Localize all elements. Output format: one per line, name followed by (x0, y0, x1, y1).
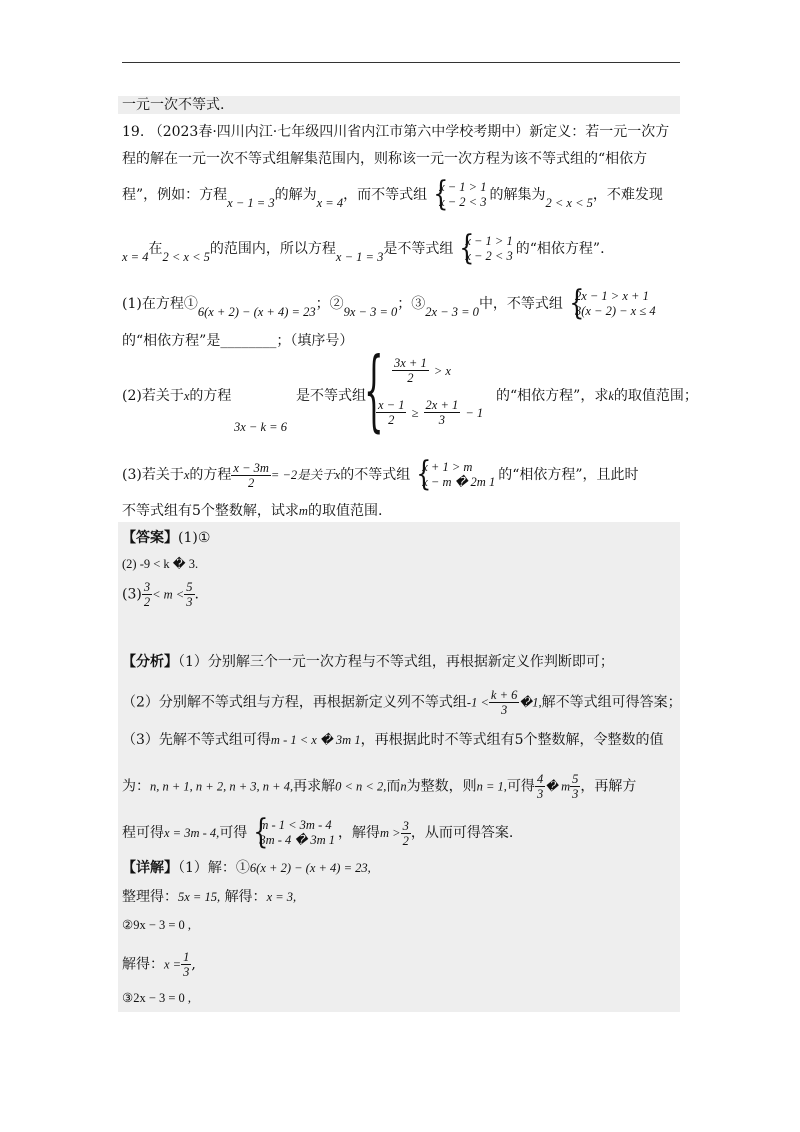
part-2-line: (2)若关于x的方程 (122, 388, 232, 404)
detail-line-3: ②9x − 3 = 0 , (122, 918, 192, 932)
part-2-row-2: $\frac{x - 1}{2}$ ≥ $\frac{2x + 1}{3}$ − 1 (378, 398, 484, 427)
q19-example-line-1: 程”，例如：方程x − 1 = 3的解为x = 4，而不等式组 { x − 1 > 1 x − 2 < 3 的解集为2 < x < 5，不难发现 (122, 174, 663, 214)
analysis-system: { m - 1 < 3m - 4 3m - 4 � 3m 1 (253, 812, 335, 852)
answer-3: (3) $\frac{3}{2}$ < m < $\frac{5}{3}$ . (122, 580, 199, 609)
part-2-system-label: 是不等式组 (296, 388, 366, 404)
answer-2: (2) -9 < k � 3. (122, 557, 199, 571)
detail-line-5: ③2x − 3 = 0 , (122, 991, 192, 1005)
part-3-line: (3)若关于x的方程 $\frac{x - 3m}{2}$ = −2是关于x的不等式组 { x + 1 > m x − m � 2m 1 的“相依方程”，且此时 (122, 454, 639, 494)
detail-line-2: 整理得：5x = 15, 解得：x = 3, (122, 889, 297, 905)
part-1-line: (1)在方程①6(x + 2) − (x + 4) = 23；②9x − 3 = 0；③2x − 3 = 0中，不等式组 { 2x − 1 > x + 1 3(x − 2) − x ≤ 4 (122, 283, 656, 323)
header-rule (122, 62, 680, 63)
analysis-line-3: （3）先解不等式组可得m - 1 < x � 3m 1，再根据此时不等式组有5个整数解，令整数的值 (122, 732, 664, 748)
part3-system: { x + 1 > m x − m � 2m 1 (416, 454, 496, 494)
analysis-line-5: 程可得x = 3m - 4,可得 { m - 1 < 3m - 4 3m - 4 � 3m 1 ，解得m > $\frac{3}{2}$ ，从而可得答案. (122, 812, 514, 852)
part1-system: { 2x − 1 > x + 1 3(x − 2) − x ≤ 4 (569, 283, 656, 323)
part-2-row-1: $\frac{3x + 1}{2}$ > x (394, 356, 451, 385)
q19-example-line-2: x = 4在2 < x < 5的范围内，所以方程x − 1 = 3是不等式组 { x − 1 > 1 x − 2 < 3 的“相依方程”. (122, 228, 605, 268)
solution-shaded-area (118, 522, 680, 1012)
analysis-line-2: （2）分别解不等式组与方程，再根据新定义列不等式组-1 < $\frac{k + 6}{3}$ �1,解不等式组可得答案； (122, 688, 682, 717)
answer-line: 【答案】(1)① (122, 530, 211, 546)
analysis-line-4: 为：n, n + 1, n + 2, n + 3, n + 4,再求解0 < n < 2,而n为整数，则n = 1,可得 $\frac{4}{3}$ � m $\frac{5}{3}$ ，再解方 (122, 772, 637, 801)
detail-line-4: 解得：x = $\frac{1}{3}$ , (122, 950, 196, 979)
q19-intro-line-2: 程的解在一元一次不等式组解集范围内，则称该一元一次方程为该不等式组的“相依方 (122, 151, 648, 167)
part-2-brace: { (364, 338, 384, 441)
detail-line-1: 【详解】（1）解：①6(x + 2) − (x + 4) = 23, (122, 860, 371, 876)
example-system: { x − 1 > 1 x − 2 < 3 (433, 174, 487, 214)
analysis-line-1: 【分析】（1）分别解三个一元一次方程与不等式组，再根据新定义作判断即可； (122, 654, 614, 670)
q19-intro-line-1: 19. （2023春·四川内江·七年级四川省内江市第六中学校考期中）新定义：若一元一次方 (122, 124, 670, 140)
part-2-equation: 3x − k = 6 (234, 420, 287, 434)
part-2-tail: 的“相依方程”，求k的取值范围； (496, 388, 698, 404)
part-1-line-2: 的“相依方程”是________；（填序号） (122, 333, 354, 349)
prev-answer-tail: 一元一次不等式. (122, 97, 225, 113)
example-system-2: { x − 1 > 1 x − 2 < 3 (459, 228, 513, 268)
part-3-line-2: 不等式组有5个整数解，试求m的取值范围. (122, 503, 383, 519)
